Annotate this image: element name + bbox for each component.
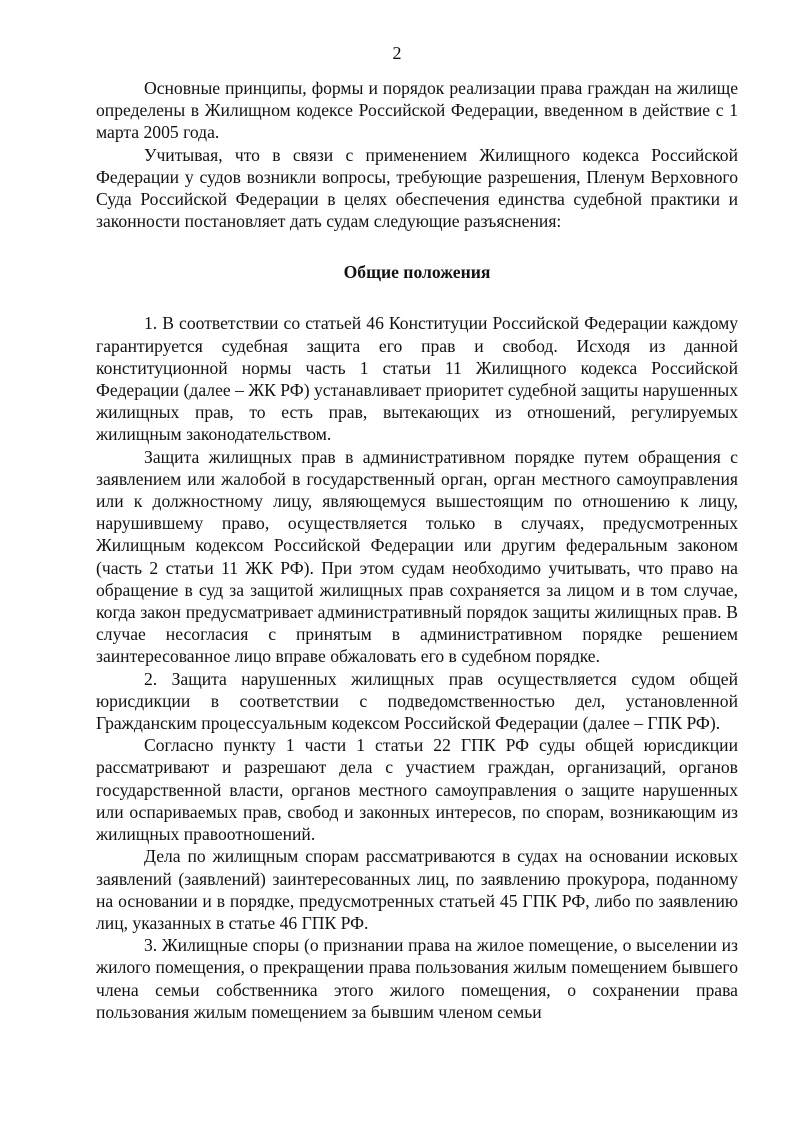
- intro-paragraph: Основные принципы, формы и порядок реализации права граждан на жилище определены в Жилищном кодексе Российской Федерации, введенном в действие с 1 марта 2005 года.: [96, 78, 738, 143]
- paragraph: Согласно пункту 1 части 1 статьи 22 ГПК РФ суды общей юрисдикции рассматривают и разрешают дела с участием граждан, организаций, органов государственной власти, органов местного самоуправления о защите нарушенных или оспариваемых прав, свобод и законных интересов, по спорам, возникающим из жилищных правоотношений.: [96, 735, 738, 845]
- page-number: 2: [392, 43, 402, 63]
- paragraph: Дела по жилищным спорам рассматриваются в судах на основании исковых заявлений (заявлений) заинтересованных лиц, по заявлению прокурора, поданному на основании и в порядке, предусмотренных статьей 45 ГПК РФ, либо по заявлению лиц, указанных в статье 46 ГПК РФ.: [96, 846, 738, 933]
- section-heading: Общие положения: [343, 262, 491, 283]
- intro-paragraph: Учитывая, что в связи с применением Жилищного кодекса Российской Федерации у судов возникли вопросы, требующие разрешения, Пленум Верховного Суда Российской Федерации в целях обеспечения единства судебной практики и законности постановляет дать судам следующие разъяснения:: [96, 144, 738, 232]
- paragraph: 1. В соответствии со статьей 46 Конституции Российской Федерации каждому гарантируется судебная защита его прав и свобод. Исходя из данной конституционной нормы часть 1 статьи 11 Жилищного кодекса Российской Федерации (далее – ЖК РФ) устанавливает приоритет судебной защиты нарушенных жилищных прав, то есть прав, вытекающих из отношений, регулируемых жилищным законодательством.: [96, 313, 738, 445]
- document-body: [96, 77, 738, 1023]
- paragraph: 2. Защита нарушенных жилищных прав осуществляется судом общей юрисдикции в соответствии с подведомственностью дел, установленной Гражданским процессуальным кодексом Российской Федерации (далее – ГПК РФ).: [96, 668, 738, 734]
- paragraph: 3. Жилищные споры (о признании права на жилое помещение, о выселении из жилого помещения, о прекращении права пользования жилым помещением бывшего члена семьи собственника этого жилого помещения, о сохранении права пользования жилым помещением за бывшим членом семьи: [96, 935, 738, 1022]
- paragraph: Защита жилищных прав в административном порядке путем обращения с заявлением или жалобой в государственный орган, орган местного самоуправления или к должностному лицу, являющемуся вышестоящим по отношению к лицу, нарушившему право, осуществляется только в случаях, предусмотренных Жилищным кодексом Российской Федерации или другим федеральным законом (часть 2 статьи 11 ЖК РФ). При этом судам необходимо учитывать, что право на обращение в суд за защитой жилищных прав сохраняется за лицом и в том случае, когда закон предусматривает административный порядок защиты жилищных прав. В случае несогласия с принятым в административном порядке решением заинтересованное лицо вправе обжаловать его в судебном порядке.: [96, 446, 738, 667]
